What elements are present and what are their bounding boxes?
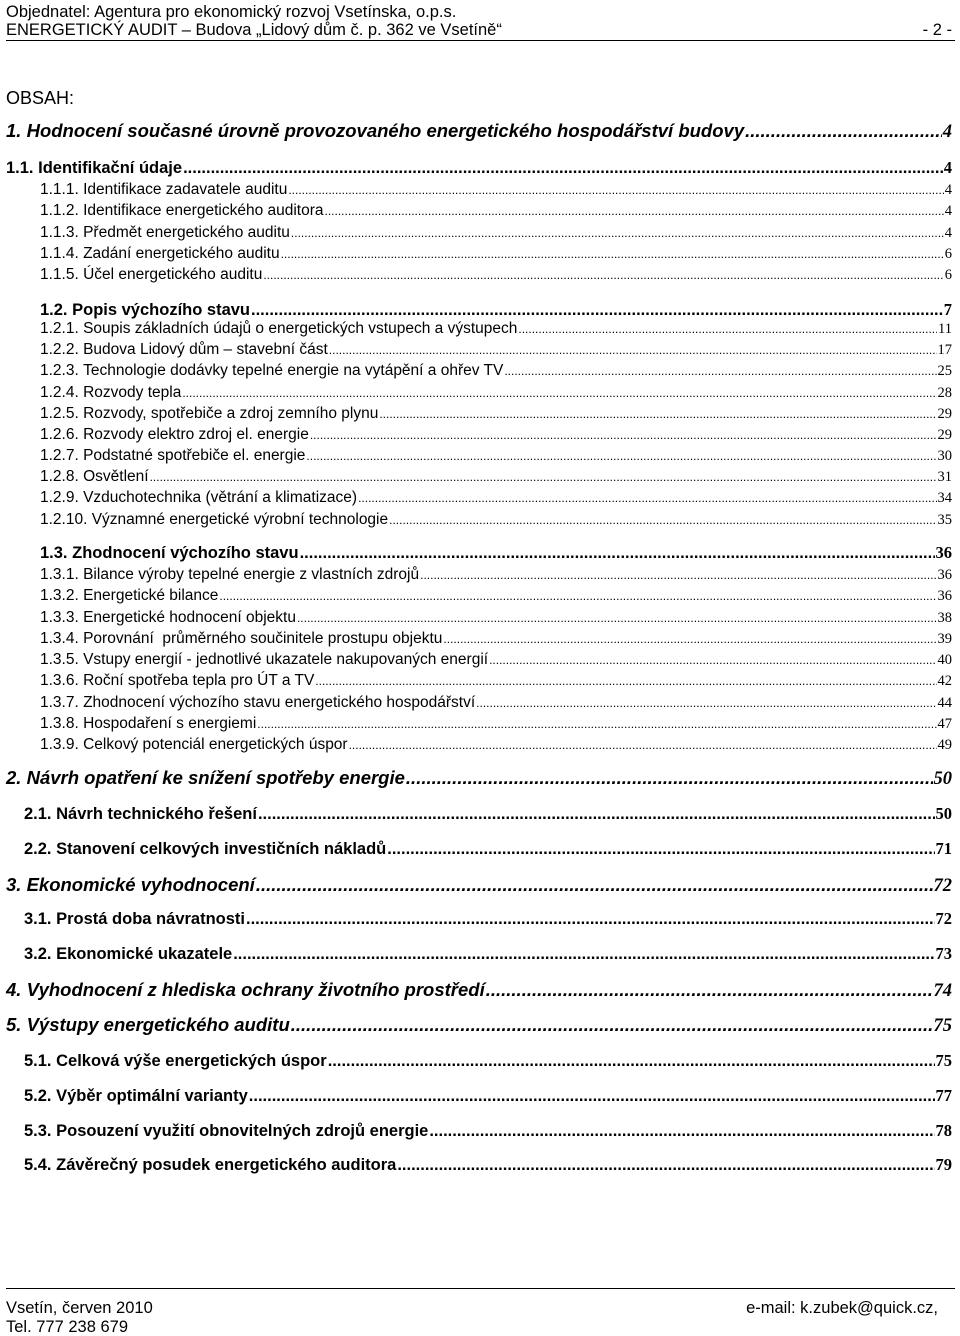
footer-place-date: Vsetín, červen 2010 xyxy=(6,1299,153,1317)
toc-entry-number: 1.3.2. xyxy=(40,587,79,604)
toc-entry-title: Popis výchozího stavu xyxy=(72,301,250,319)
toc-entry-number: 1.3.9. xyxy=(40,736,79,753)
toc-entry-page: 4 xyxy=(942,122,952,142)
toc-dot-leader xyxy=(297,611,937,625)
toc-entry-title: Budova Lidový dům – stavební část xyxy=(83,341,328,358)
toc-entry-3-1[interactable] xyxy=(24,909,952,929)
toc-dot-leader xyxy=(379,407,936,421)
header-objednatel: Objednatel: Agentura pro ekonomický rozvoj Vsetínska, o.p.s. xyxy=(6,3,457,21)
toc-entry-number: 1.1.4. xyxy=(40,245,79,262)
toc-entry-page: 29 xyxy=(937,427,952,443)
toc-entry-number: 2.2. xyxy=(24,840,52,858)
toc-dot-leader xyxy=(489,653,936,667)
toc-entry-page: 28 xyxy=(937,385,952,401)
toc-entry-1-2-2[interactable] xyxy=(40,341,952,359)
toc-entry-page: 4 xyxy=(944,182,952,198)
toc-entry-title: Technologie dodávky tepelné energie na vytápění a ohřev TV xyxy=(83,362,504,379)
toc-entry-2-1[interactable] xyxy=(24,804,952,824)
toc-entry-1[interactable] xyxy=(6,120,952,143)
toc-heading: OBSAH: xyxy=(6,88,75,108)
toc-entry-number: 1.2.7. xyxy=(40,447,79,464)
toc-entry-number: 1.3.7. xyxy=(40,694,79,711)
toc-entry-title: Výstupy energetického auditu xyxy=(26,1014,290,1035)
toc-dot-leader xyxy=(745,120,942,142)
toc-entry-page: 47 xyxy=(937,716,952,732)
toc-entry-page: 25 xyxy=(937,363,952,379)
toc-entry-title: Ekonomické ukazatele xyxy=(56,945,233,963)
toc-entry-1-1-3[interactable] xyxy=(40,224,952,242)
toc-entry-page: 39 xyxy=(937,631,952,647)
toc-entry-page: 42 xyxy=(937,673,952,689)
toc-entry-1-3[interactable] xyxy=(40,543,952,563)
toc-entry-1-3-2[interactable] xyxy=(40,587,952,605)
toc-entry-title: Stanovení celkových investičních nákladů xyxy=(56,840,387,858)
toc-entry-1-3-5[interactable] xyxy=(40,651,952,669)
toc-entry-number: 1.1.1. xyxy=(40,181,79,198)
toc-entry-number: 2. xyxy=(6,767,22,788)
toc-entry-title: Vzduchotechnika (větrání a klimatizace) xyxy=(83,489,358,506)
toc-entry-number: 1.2.6. xyxy=(40,426,79,443)
toc-dot-leader xyxy=(349,738,937,752)
toc-dot-leader xyxy=(263,268,943,282)
toc-entry-1-3-7[interactable] xyxy=(40,694,952,712)
toc-entry-title: Hodnocení současné úrovně provozovaného energetického hospodářství budovy xyxy=(26,120,745,141)
toc-dot-leader xyxy=(389,513,936,527)
toc-dot-leader xyxy=(504,364,936,378)
toc-dot-leader xyxy=(328,1052,935,1071)
toc-entry-page: 71 xyxy=(935,839,952,858)
toc-entry-1-3-9[interactable] xyxy=(40,736,952,754)
toc-entry-1-3-8[interactable] xyxy=(40,715,952,733)
toc-entry-title: Porovnání průměrného součinitele prostupu objektu xyxy=(83,630,443,647)
toc-entry-title: Energetické hodnocení objektu xyxy=(83,609,296,626)
toc-entry-page: 31 xyxy=(937,469,952,485)
toc-entry-title: Vyhodnocení z hlediska ochrany životního prostředí xyxy=(26,979,485,1000)
header-audit-title: ENERGETICKÝ AUDIT – Budova „Lidový dům č. p. 362 ve Vsetíně“ xyxy=(6,21,502,39)
toc-entry-1-1-1[interactable] xyxy=(40,181,952,199)
toc-entry-title: Soupis základních údajů o energetických vstupech a výstupech xyxy=(83,320,518,337)
toc-dot-leader xyxy=(288,183,943,197)
toc-entry-title: Návrh technického řešení xyxy=(56,805,257,823)
toc-entry-page: 36 xyxy=(937,567,952,583)
toc-dot-leader xyxy=(233,945,934,964)
toc-entry-number: 1.3.8. xyxy=(40,715,79,732)
toc-entry-page: 78 xyxy=(935,1121,952,1140)
toc-entry-page: 49 xyxy=(937,737,952,753)
toc-entry-number: 1.2.5. xyxy=(40,405,79,422)
toc-entry-1-3-1[interactable] xyxy=(40,566,952,584)
toc-entry-page: 30 xyxy=(937,448,952,464)
toc-dot-leader xyxy=(397,1156,934,1175)
toc-entry-number: 1.3.1. xyxy=(40,566,79,583)
toc-entry-1-2[interactable] xyxy=(40,300,952,320)
toc-entry-number: 1.2.2. xyxy=(40,341,79,358)
toc-entry-title: Prostá doba návratnosti xyxy=(56,910,245,928)
toc-entry-number: 3.1. xyxy=(24,910,52,928)
toc-entry-page: 6 xyxy=(944,246,952,262)
toc-entry-5[interactable] xyxy=(6,1014,952,1037)
toc-entry-title: Identifikace zadavatele auditu xyxy=(83,181,288,198)
toc-entry-title: Zadání energetického auditu xyxy=(83,245,280,262)
toc-entry-title: Zhodnocení výchozího stavu energetického hospodářství xyxy=(83,694,476,711)
toc-entry-1-2-9[interactable] xyxy=(40,489,952,507)
toc-entry-number: 1.2.1. xyxy=(40,320,79,337)
toc-entry-page: 11 xyxy=(938,321,952,337)
toc-dot-leader xyxy=(251,301,943,320)
toc-entry-number: 1.2.9. xyxy=(40,489,79,506)
toc-entry-2-2[interactable] xyxy=(24,839,952,859)
toc-dot-leader xyxy=(249,1087,935,1106)
page-number: - 2 - xyxy=(922,21,952,39)
toc-dot-leader xyxy=(291,226,944,240)
toc-entry-2[interactable] xyxy=(6,767,952,790)
toc-entry-page: 40 xyxy=(937,652,952,668)
toc-entry-number: 3.2. xyxy=(24,945,52,963)
toc-entry-1-2-6[interactable] xyxy=(40,426,952,444)
toc-dot-leader xyxy=(246,910,935,929)
toc-dot-leader xyxy=(406,767,933,789)
toc-entry-page: 79 xyxy=(935,1155,952,1174)
toc-entry-1-3-4[interactable] xyxy=(40,630,952,648)
toc-entry-1-2-5[interactable] xyxy=(40,405,952,423)
toc-entry-5-4[interactable] xyxy=(24,1155,952,1175)
toc-entry-title: Předmět energetického auditu xyxy=(83,224,290,241)
toc-entry-title: Posouzení využití obnovitelných zdrojů energie xyxy=(56,1122,429,1140)
footer-rule xyxy=(6,1288,955,1289)
toc-entry-number: 1.2.10. xyxy=(40,511,88,528)
toc-entry-number: 1.1.2. xyxy=(40,202,79,219)
toc-entry-1-1[interactable] xyxy=(6,158,952,178)
toc-dot-leader xyxy=(306,449,936,463)
toc-entry-page: 73 xyxy=(935,944,952,963)
toc-entry-number: 5.4. xyxy=(24,1156,52,1174)
toc-entry-number: 1.2.3. xyxy=(40,362,79,379)
toc-entry-1-2-3[interactable] xyxy=(40,362,952,380)
toc-entry-number: 1.3.3. xyxy=(40,609,79,626)
toc-entry-number: 1.3. xyxy=(40,544,68,562)
toc-entry-title: Rozvody, spotřebiče a zdroj zemního plynu xyxy=(83,405,379,422)
toc-dot-leader xyxy=(325,204,944,218)
toc-dot-leader xyxy=(443,632,936,646)
toc-dot-leader xyxy=(387,840,934,859)
toc-entry-number: 1.2.4. xyxy=(40,384,79,401)
toc-entry-title: Celkový potenciál energetických úspor xyxy=(83,736,348,753)
toc-entry-page: 38 xyxy=(937,610,952,626)
toc-entry-title: Účel energetického auditu xyxy=(83,266,263,283)
toc-entry-number: 4. xyxy=(6,979,22,1000)
toc-entry-number: 5.3. xyxy=(24,1122,52,1140)
toc-dot-leader xyxy=(329,343,937,357)
toc-dot-leader xyxy=(281,247,944,261)
toc-entry-page: 50 xyxy=(933,769,952,789)
toc-entry-title: Závěrečný posudek energetického auditora xyxy=(56,1156,397,1174)
toc-entry-title: Rozvody elektro zdroj el. energie xyxy=(83,426,309,443)
toc-entry-title: Roční spotřeba tepla pro ÚT a TV xyxy=(83,672,315,689)
toc-dot-leader xyxy=(518,322,937,336)
toc-dot-leader xyxy=(150,470,937,484)
toc-dot-leader xyxy=(183,159,943,178)
toc-entry-title: Zhodnocení výchozího stavu xyxy=(72,544,299,562)
toc-dot-leader xyxy=(257,717,936,731)
toc-entry-number: 1.1.5. xyxy=(40,266,79,283)
toc-entry-title: Identifikace energetického auditora xyxy=(83,202,324,219)
toc-dot-leader xyxy=(315,674,936,688)
toc-entry-number: 5. xyxy=(6,1014,22,1035)
toc-entry-title: Osvětlení xyxy=(83,468,149,485)
toc-entry-page: 35 xyxy=(937,512,952,528)
toc-entry-5-1[interactable] xyxy=(24,1051,952,1071)
toc-entry-1-3-6[interactable] xyxy=(40,672,952,690)
toc-entry-page: 50 xyxy=(935,804,952,823)
toc-entry-3[interactable] xyxy=(6,874,952,897)
toc-entry-page: 44 xyxy=(937,695,952,711)
toc-entry-page: 74 xyxy=(933,981,952,1001)
toc-dot-leader xyxy=(486,979,933,1001)
toc-dot-leader xyxy=(358,491,936,505)
toc-entry-1-2-4[interactable] xyxy=(40,384,952,402)
toc-entry-number: 5.1. xyxy=(24,1052,52,1070)
toc-entry-page: 34 xyxy=(937,490,952,506)
toc-dot-leader xyxy=(219,589,936,603)
toc-dot-leader xyxy=(310,428,937,442)
toc-entry-title: Celková výše energetických úspor xyxy=(56,1052,327,1070)
toc-entry-title: Bilance výroby tepelné energie z vlastních zdrojů xyxy=(83,566,420,583)
header-rule xyxy=(6,40,955,41)
toc-entry-number: 5.2. xyxy=(24,1087,52,1105)
footer-email: e-mail: k.zubek@quick.cz, xyxy=(746,1299,938,1317)
toc-entry-number: 1.1. xyxy=(6,159,34,177)
toc-entry-page: 75 xyxy=(935,1051,952,1070)
toc-entry-1-2-1[interactable] xyxy=(40,320,952,338)
toc-entry-title: Návrh opatření ke snížení spotřeby energie xyxy=(26,767,405,788)
toc-entry-title: Rozvody tepla xyxy=(83,384,182,401)
toc-entry-number: 1. xyxy=(6,120,22,141)
toc-entry-page: 29 xyxy=(937,406,952,422)
toc-entry-page: 75 xyxy=(933,1016,952,1036)
toc-entry-page: 4 xyxy=(944,225,952,241)
toc-entry-title: Identifikační údaje xyxy=(38,159,183,177)
toc-entry-4[interactable] xyxy=(6,979,952,1002)
toc-entry-page: 4 xyxy=(944,203,952,219)
toc-entry-number: 1.3.6. xyxy=(40,672,79,689)
toc-entry-page: 36 xyxy=(935,543,952,562)
toc-entry-number: 1.3.5. xyxy=(40,651,79,668)
toc-entry-title: Ekonomické vyhodnocení xyxy=(26,874,255,895)
toc-dot-leader xyxy=(256,874,933,896)
toc-entry-3-2[interactable] xyxy=(24,944,952,964)
toc-entry-title: Hospodaření s energiemi xyxy=(83,715,257,732)
toc-entry-1-3-3[interactable] xyxy=(40,609,952,627)
toc-entry-title: Významné energetické výrobní technologie xyxy=(91,511,389,528)
toc-entry-5-2[interactable] xyxy=(24,1086,952,1106)
toc-entry-1-1-5[interactable] xyxy=(40,266,952,284)
toc-entry-page: 77 xyxy=(935,1086,952,1105)
toc-entry-number: 3. xyxy=(6,874,22,895)
toc-entry-1-2-10[interactable] xyxy=(40,511,952,529)
toc-dot-leader xyxy=(291,1014,933,1036)
toc-dot-leader xyxy=(258,805,935,824)
toc-entry-number: 2.1. xyxy=(24,805,52,823)
toc-dot-leader xyxy=(182,386,936,400)
toc-entry-number: 1.2.8. xyxy=(40,468,79,485)
toc-dot-leader xyxy=(429,1122,934,1141)
footer-phone: Tel. 777 238 679 xyxy=(6,1318,129,1336)
toc-entry-title: Vstupy energií - jednotlivé ukazatele nakupovaných energií xyxy=(83,651,489,668)
toc-entry-1-1-2[interactable] xyxy=(40,202,952,220)
toc-entry-page: 72 xyxy=(933,876,952,896)
toc-entry-number: 1.3.4. xyxy=(40,630,79,647)
toc-dot-leader xyxy=(476,696,936,710)
toc-entry-page: 6 xyxy=(944,267,952,283)
toc-entry-title: Výběr optimální varianty xyxy=(56,1087,248,1105)
toc-entry-number: 1.2. xyxy=(40,301,68,319)
toc-entry-number: 1.1.3. xyxy=(40,224,79,241)
toc-entry-title: Energetické bilance xyxy=(83,587,219,604)
toc-entry-page: 72 xyxy=(935,909,952,928)
toc-dot-leader xyxy=(420,568,936,582)
toc-entry-1-2-8[interactable] xyxy=(40,468,952,486)
toc-entry-1-2-7[interactable] xyxy=(40,447,952,465)
toc-entry-page: 36 xyxy=(937,588,952,604)
toc-entry-1-1-4[interactable] xyxy=(40,245,952,263)
toc-entry-page: 17 xyxy=(937,342,952,358)
toc-dot-leader xyxy=(300,544,935,563)
toc-entry-title: Podstatné spotřebiče el. energie xyxy=(83,447,306,464)
toc-entry-page: 7 xyxy=(943,300,952,319)
toc-entry-5-3[interactable] xyxy=(24,1121,952,1141)
toc-entry-page: 4 xyxy=(943,158,952,177)
